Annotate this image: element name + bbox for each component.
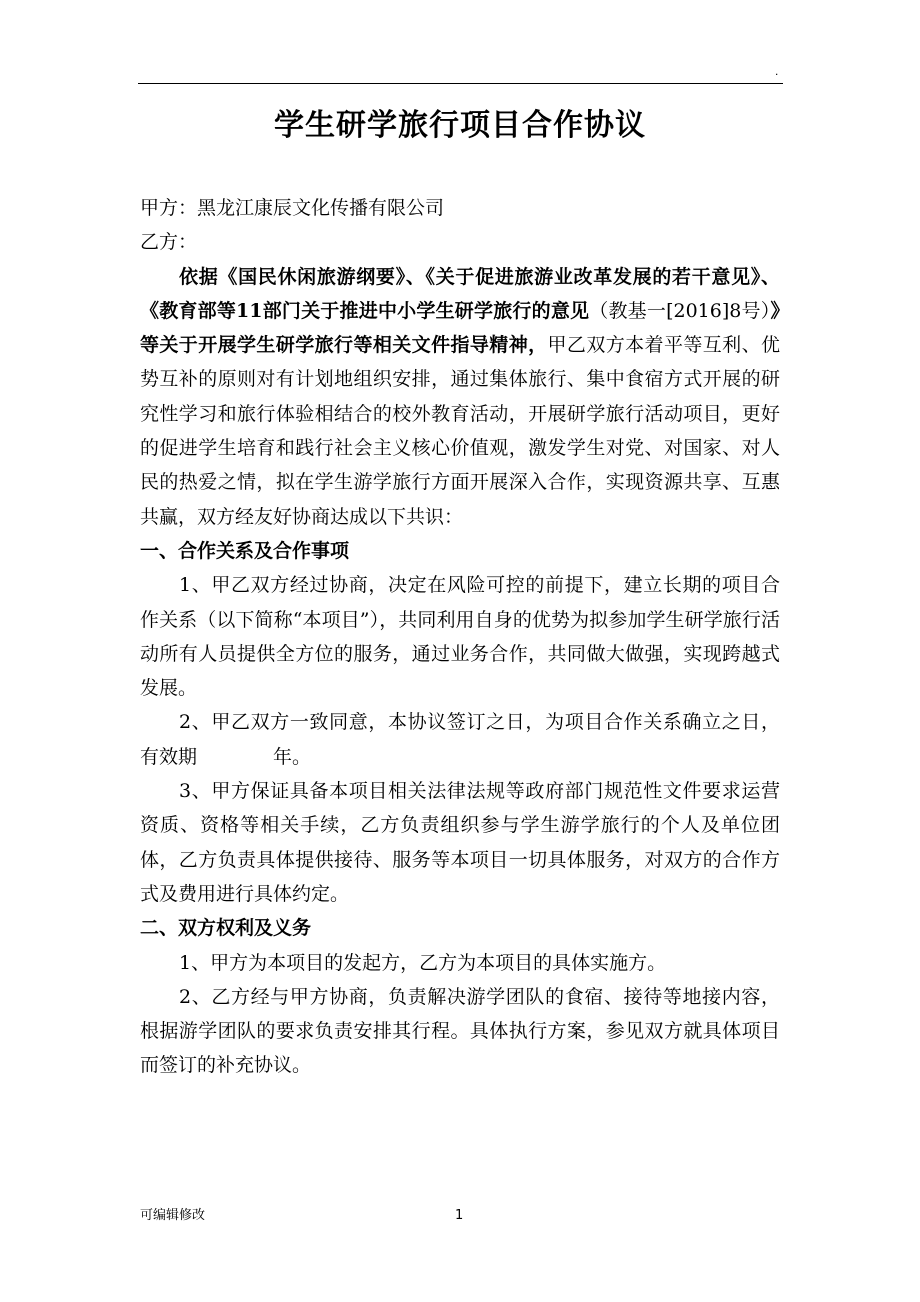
party-a-line: 甲方：黑龙江康辰文化传播有限公司 — [140, 197, 445, 219]
section1-item2 — [140, 705, 780, 774]
document-title: 学生研学旅行项目合作协议 — [274, 108, 646, 143]
party-b-line: 乙方： — [140, 231, 198, 254]
header-mark: . — [775, 64, 779, 78]
section2-heading: 二、双方权利及义务 — [140, 917, 312, 940]
page-number: 1 — [455, 1208, 464, 1223]
section1-item1: 1、甲乙双方经过协商，决定在风险可控的前提下，建立长期的项目合作关系（以下简称“本项目”），共同利用自身的优势为拟参加学生研学旅行活动所有人员提供全方位的服务，通过业务合作，共同做大做强，实现跨越式发展。 — [140, 574, 780, 700]
section1-item2-suffix: 年。 — [273, 745, 312, 768]
section1-item2-text: 2、甲乙双方一致同意，本协议签订之日，为项目合作关系确立之日，有效期 — [140, 711, 780, 768]
header-rule — [138, 83, 783, 84]
preamble-paragraph — [140, 260, 780, 534]
section2-item1: 1、甲方为本项目的发起方，乙方为本项目的具体实施方。 — [179, 951, 667, 974]
preamble-bold-end: 》等关于开展学生研学旅行等相关文件指导精神， — [140, 299, 780, 357]
preamble-doc-number: （教基一[2016]8号） — [589, 299, 771, 322]
section1-item3: 3、甲方保证具备本项目相关法律法规等政府部门规范性文件要求运营资质、资格等相关手续，乙方负责组织参与学生游学旅行的个人及单位团体，乙方负责具体提供接待、服务等本项目一切具体服务，对双方的合作方式及费用进行具体约定。 — [140, 780, 780, 905]
section1-heading: 一、合作关系及合作事项 — [140, 539, 350, 562]
footer-editable-note: 可编辑修改 — [140, 1208, 206, 1223]
preamble-bold-text: 依据《国民休闲旅游纲要》、《关于促进旅游业改革发展的若干意见》、《教育部等11部门关于推进中小学生研学旅行的意见 — [140, 265, 780, 322]
preamble-rest-text: 甲乙双方本着平等互利、优势互补的原则对有计划地组织安排，通过集体旅行、集中食宿方式开展的研究性学习和旅行体验相结合的校外教育活动，开展研学旅行活动项目，更好的促进学生培育和践行社会主义核心价值观，激发学生对党、对国家、对人民的热爱之情，拟在学生游学旅行方面开展深入合作，实现资源共享、互惠共赢，双方经友好协商达成以下共识： — [140, 334, 780, 528]
section2-item2: 2、乙方经与甲方协商，负责解决游学团队的食宿、接待等地接内容，根据游学团队的要求负责安排其行程。具体执行方案，参见双方就具体项目而签订的补充协议。 — [140, 985, 780, 1077]
document-body — [140, 191, 780, 1083]
